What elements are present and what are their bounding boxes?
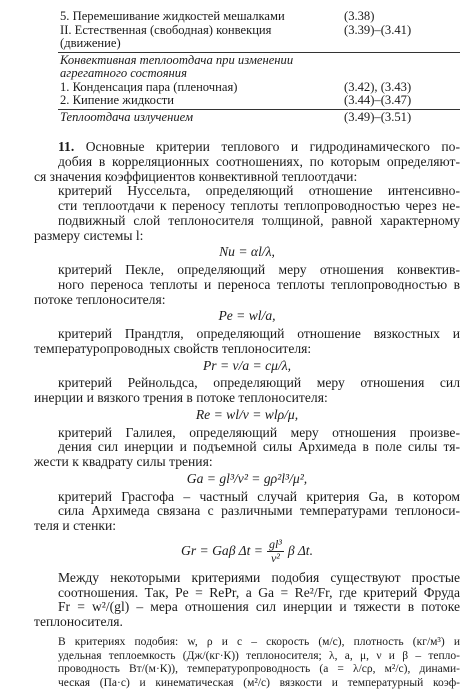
text-line: критерий Нуссельта, определяющий отношение интенсивно-	[58, 183, 460, 199]
galileo-paragraph	[34, 426, 460, 470]
text-line: инерции и вязкого трения в потоке теплоносителя:	[34, 390, 328, 405]
table-row-ref: (3.44)–(3.47)	[344, 93, 412, 107]
footnote	[34, 636, 460, 690]
table-row-ref: (3.42), (3.43)	[344, 79, 412, 94]
table-row-label: 2. Кипение жидкости	[60, 93, 175, 107]
text-line: критерий Прандтля, определяющий отношение вязкостных и	[58, 326, 460, 341]
prandtl-paragraph	[34, 327, 460, 357]
text-line: сти теплоотдачи к переносу теплоты теплопроводностью через не-	[58, 198, 460, 213]
table-row-label: 5. Перемешивание жидкостей мешалками	[60, 9, 285, 23]
table-row	[60, 37, 460, 51]
text-line: сила Архимеда связана с различными температурами теплоноси-	[58, 503, 460, 519]
table-row	[60, 94, 460, 108]
text-line: теплоносителя.	[34, 614, 123, 629]
formula-grashof-lhs: Gr = Gaβ Δt =	[181, 542, 263, 558]
table-row-label: II. Естественная (свободная) конвекция	[60, 22, 272, 37]
table-row-ref: (3.39)–(3.41)	[344, 22, 412, 37]
table-row-ref: (3.49)–(3.51)	[344, 109, 412, 124]
table-row-ref	[344, 37, 460, 51]
formula-peclet: Pe = wl/a,	[218, 308, 276, 324]
table-row-label: агрегатного состояния	[60, 66, 187, 80]
formula-galileo: Ga = gl³/ν² = gρ²l³/μ²,	[186, 470, 308, 486]
table-row-label: Теплоотдача излучением	[60, 109, 193, 124]
table-row	[60, 81, 460, 95]
grashof-paragraph	[34, 490, 460, 534]
text-line: добия в корреляционных соотношениях, по которым определяют-	[58, 153, 460, 169]
text-line: жести к квадрату силы трения:	[34, 454, 213, 469]
text-line: температуропроводных свойств теплоносителя:	[34, 340, 312, 356]
text-line: соотношения. Так, Pe = RePr, а Ga = Re²/Fr, где критерий Фруда	[58, 584, 460, 600]
table-row	[60, 10, 460, 24]
footnote-line: проводность Вт/(м·К)), температуропроводность (a = λ/cρ, м²/с), динами-	[58, 663, 460, 675]
text-line: Между некоторыми критериями подобия существуют простые	[58, 569, 460, 585]
nusselt-paragraph	[34, 184, 460, 243]
text-line: критерий Пекле, определяющий меру отношения конвектив-	[58, 262, 460, 277]
table-row-label: 1. Конденсация пара (пленочная)	[60, 79, 238, 94]
table-row	[60, 24, 460, 38]
fraction-denominator: ν²	[270, 550, 280, 565]
text-line: ся значения коэффициентов конвективной теплоотдачи:	[34, 168, 358, 184]
table-row	[60, 54, 460, 68]
table-row	[60, 67, 460, 81]
table-row	[60, 111, 460, 125]
text-line: критерий Галилея, определяющий меру отношения произве-	[58, 424, 460, 440]
section-number: 11.	[58, 139, 75, 154]
footnote-line: В критериях подобия: w, ρ и c – скорость (м/с), плотность (кг/м³) и	[58, 636, 460, 648]
text-line: ного переноса теплоты и переноса теплоты теплопроводностью в	[58, 276, 460, 292]
table-row-label: Конвективная теплоотдача при изменении	[60, 52, 294, 67]
formula-nusselt: Nu = αl/λ,	[219, 244, 275, 260]
text-line: критерий Грасгофа – частный случай критерия Ga, в котором	[58, 488, 460, 504]
table-row-label: (движение)	[60, 36, 121, 50]
table-row-ref	[344, 54, 460, 68]
formula-prandtl: Pr = ν/a = cμ/λ,	[202, 357, 292, 373]
text-line: Fr = w²/(gl) – мера отношения сил инерции и тяжести в потоке	[58, 599, 460, 615]
intro-paragraph	[34, 140, 460, 184]
main-text	[34, 140, 460, 630]
text-line: размеру системы l:	[34, 227, 144, 243]
fraction-numerator: gl³	[268, 536, 282, 551]
reynolds-paragraph	[34, 376, 460, 406]
relations-paragraph	[34, 571, 460, 630]
classification-table	[60, 10, 460, 124]
formula-grashof-rhs: β Δt.	[287, 542, 313, 558]
text-line: критерий Рейнольдса, определяющий меру отношения сил	[58, 375, 460, 391]
footnote-line: ческая (Па·с) и кинематическая (м²/с) вязкости и температурный коэф-	[58, 676, 460, 689]
text-line: подвижный слой теплоносителя толщиной, равной характерному	[58, 212, 460, 228]
formula-grashof	[34, 538, 460, 565]
footnote-line: удельная теплоемкость (Дж/(кг·К)) теплоносителя; λ, a, μ, ν и β – тепло-	[58, 649, 460, 662]
fraction	[267, 538, 284, 565]
text-line: Основные критерии теплового и гидродинамического по-	[85, 139, 460, 154]
formula-reynolds: Re = wl/ν = wlρ/μ,	[195, 406, 299, 422]
table-row-ref: (3.38)	[344, 9, 375, 23]
footnote-paragraph	[34, 636, 460, 690]
text-line: теля и стенки:	[34, 518, 117, 533]
peclet-paragraph	[34, 263, 460, 307]
text-line: потоке теплоносителя:	[34, 291, 166, 307]
table-row-ref	[344, 67, 460, 81]
text-line: дения сил инерции и подъемной силы Архимеда в поле силы тя-	[58, 439, 460, 455]
